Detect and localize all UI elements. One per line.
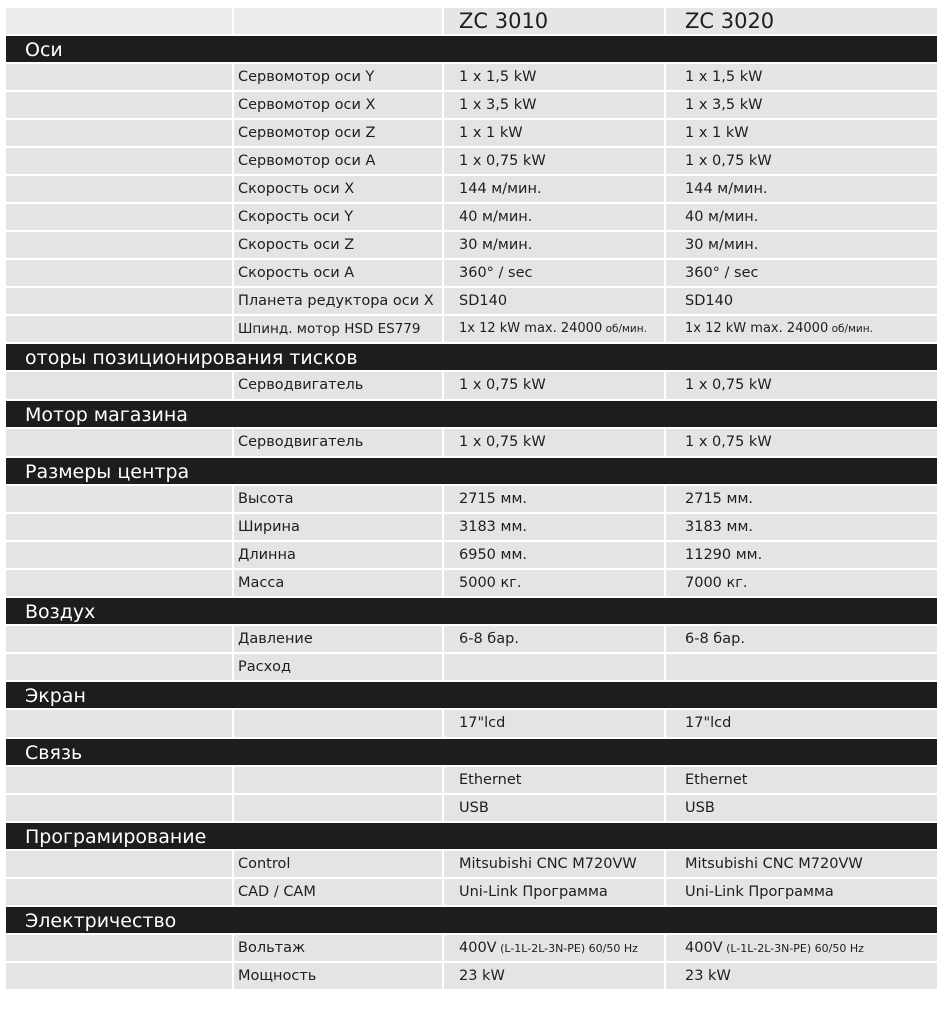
voltage-detail: (L-1L-2L-3N-PE) 60/50 Hz xyxy=(496,942,638,955)
voltage-value: 400V xyxy=(459,940,497,956)
value-cell-zc3020: SD140 xyxy=(666,288,937,314)
value-cell-zc3020: 360° / sec xyxy=(666,260,937,286)
param-cell: Серводвигатель xyxy=(234,429,444,456)
param-cell: Длинна xyxy=(234,542,444,568)
param-cell: Мощность xyxy=(234,963,444,989)
value-cell-zc3010: Ethernet xyxy=(444,767,666,793)
value-cell-zc3020 xyxy=(666,654,937,680)
value-cell-zc3010 xyxy=(444,654,666,680)
value-cell-zc3010: 360° / sec xyxy=(444,260,666,286)
table-row xyxy=(6,542,937,570)
param-cell: Серводвигатель xyxy=(234,372,444,399)
value-cell-zc3010: 40 м/мин. xyxy=(444,204,666,230)
spindle-unit: об/мин. xyxy=(602,323,647,335)
value-cell-zc3020: 2715 мм. xyxy=(666,486,937,512)
table-row xyxy=(6,64,937,92)
param-cell: Шпинд. мотор HSD ES779 xyxy=(234,316,444,342)
value-cell-zc3010: 3183 мм. xyxy=(444,514,666,540)
section-title-dimensions: Размеры центра xyxy=(6,458,937,486)
value-cell-zc3010: 1 x 1 kW xyxy=(444,120,666,146)
section-title-axes: Оси xyxy=(6,36,937,64)
table-row xyxy=(6,963,937,991)
param-cell: Ширина xyxy=(234,514,444,540)
section-title-screen: Экран xyxy=(6,682,937,710)
table-row xyxy=(6,654,937,682)
value-cell-zc3010: 6-8 бар. xyxy=(444,626,666,652)
table-row xyxy=(6,429,937,458)
value-cell-zc3020: 3183 мм. xyxy=(666,514,937,540)
value-cell-zc3020 xyxy=(666,935,937,961)
value-cell-zc3020: 144 м/мин. xyxy=(666,176,937,202)
voltage-value: 400V xyxy=(685,940,723,956)
table-row xyxy=(6,372,937,401)
table-row xyxy=(6,514,937,542)
param-cell xyxy=(234,795,444,821)
param-cell: Control xyxy=(234,851,444,877)
table-row xyxy=(6,260,937,288)
value-cell-zc3020: 1 x 0,75 kW xyxy=(666,148,937,174)
value-cell-zc3010: 1 x 3,5 kW xyxy=(444,92,666,118)
table-row xyxy=(6,935,937,963)
param-cell: Скорость оси X xyxy=(234,176,444,202)
value-cell-zc3020: 23 kW xyxy=(666,963,937,989)
param-cell: Расход xyxy=(234,654,444,680)
table-row xyxy=(6,486,937,514)
value-cell-zc3020: 17"lcd xyxy=(666,710,937,737)
value-cell-zc3010 xyxy=(444,935,666,961)
value-cell-zc3020: 11290 мм. xyxy=(666,542,937,568)
param-cell: Скорость оси Z xyxy=(234,232,444,258)
table-row xyxy=(6,851,937,879)
value-cell-zc3010: 1 x 0,75 kW xyxy=(444,372,666,399)
value-cell-zc3020 xyxy=(666,316,937,342)
param-cell: Сервомотор оси X xyxy=(234,92,444,118)
value-cell-zc3020: 1 x 3,5 kW xyxy=(666,92,937,118)
value-cell-zc3010: 23 kW xyxy=(444,963,666,989)
value-cell-zc3020: 30 м/мин. xyxy=(666,232,937,258)
table-row xyxy=(6,879,937,907)
param-cell: Скорость оси Y xyxy=(234,204,444,230)
section-title-communication: Связь xyxy=(6,739,937,767)
param-cell: Сервомотор оси A xyxy=(234,148,444,174)
value-cell-zc3020: USB xyxy=(666,795,937,821)
value-cell-zc3010: SD140 xyxy=(444,288,666,314)
param-cell xyxy=(234,767,444,793)
value-cell-zc3010: Mitsubishi CNC M720VW xyxy=(444,851,666,877)
value-cell-zc3020: 6-8 бар. xyxy=(666,626,937,652)
value-cell-zc3010: 6950 мм. xyxy=(444,542,666,568)
section-title-magazine: Мотор магазина xyxy=(6,401,937,429)
table-row xyxy=(6,176,937,204)
value-cell-zc3010: 17"lcd xyxy=(444,710,666,737)
value-cell-zc3010: 30 м/мин. xyxy=(444,232,666,258)
section-title-vise: оторы позиционирования тисков xyxy=(6,344,937,372)
param-cell: Скорость оси A xyxy=(234,260,444,286)
model1-header: ZC 3010 xyxy=(444,8,666,34)
param-cell: Сервомотор оси Z xyxy=(234,120,444,146)
value-cell-zc3020: 1 x 0,75 kW xyxy=(666,429,937,456)
table-row xyxy=(6,288,937,316)
header-row xyxy=(6,8,937,36)
value-cell-zc3010: 144 м/мин. xyxy=(444,176,666,202)
table-row xyxy=(6,204,937,232)
param-cell: CAD / CAM xyxy=(234,879,444,905)
param-cell xyxy=(234,710,444,737)
spindle-unit: об/мин. xyxy=(828,323,873,335)
value-cell-zc3020: 40 м/мин. xyxy=(666,204,937,230)
value-cell-zc3020: 7000 кг. xyxy=(666,570,937,596)
param-cell: Планета редуктора оси X xyxy=(234,288,444,314)
value-cell-zc3020: Ethernet xyxy=(666,767,937,793)
value-cell-zc3010: USB xyxy=(444,795,666,821)
header-blank-label xyxy=(6,8,234,34)
value-cell-zc3020: 1 x 1 kW xyxy=(666,120,937,146)
value-cell-zc3010 xyxy=(444,316,666,342)
section-title-air: Воздух xyxy=(6,598,937,626)
param-cell: Высота xyxy=(234,486,444,512)
param-cell: Давление xyxy=(234,626,444,652)
value-cell-zc3010: 1 x 0,75 kW xyxy=(444,429,666,456)
section-title-programming: Програмирование xyxy=(6,823,937,851)
table-row xyxy=(6,795,937,823)
param-cell: Масса xyxy=(234,570,444,596)
table-row xyxy=(6,92,937,120)
table-row xyxy=(6,148,937,176)
spec-table xyxy=(6,8,937,991)
table-row xyxy=(6,570,937,598)
table-row xyxy=(6,316,937,344)
value-cell-zc3010: 5000 кг. xyxy=(444,570,666,596)
value-cell-zc3020: 1 x 1,5 kW xyxy=(666,64,937,90)
table-row xyxy=(6,710,937,739)
spindle-value: 1x 12 kW max. 24000 xyxy=(459,321,603,336)
table-row xyxy=(6,120,937,148)
value-cell-zc3020: Uni-Link Программа xyxy=(666,879,937,905)
param-cell: Сервомотор оси Y xyxy=(234,64,444,90)
model2-header: ZC 3020 xyxy=(666,8,937,34)
value-cell-zc3020: Mitsubishi CNC M720VW xyxy=(666,851,937,877)
header-blank-param xyxy=(234,8,444,34)
value-cell-zc3010: Uni-Link Программа xyxy=(444,879,666,905)
voltage-detail: (L-1L-2L-3N-PE) 60/50 Hz xyxy=(722,942,864,955)
value-cell-zc3020: 1 x 0,75 kW xyxy=(666,372,937,399)
table-row xyxy=(6,767,937,795)
table-row xyxy=(6,232,937,260)
value-cell-zc3010: 2715 мм. xyxy=(444,486,666,512)
spindle-value: 1x 12 kW max. 24000 xyxy=(685,321,829,336)
param-cell: Вольтаж xyxy=(234,935,444,961)
value-cell-zc3010: 1 x 0,75 kW xyxy=(444,148,666,174)
value-cell-zc3010: 1 x 1,5 kW xyxy=(444,64,666,90)
table-row xyxy=(6,626,937,654)
section-title-electrical: Электричество xyxy=(6,907,937,935)
